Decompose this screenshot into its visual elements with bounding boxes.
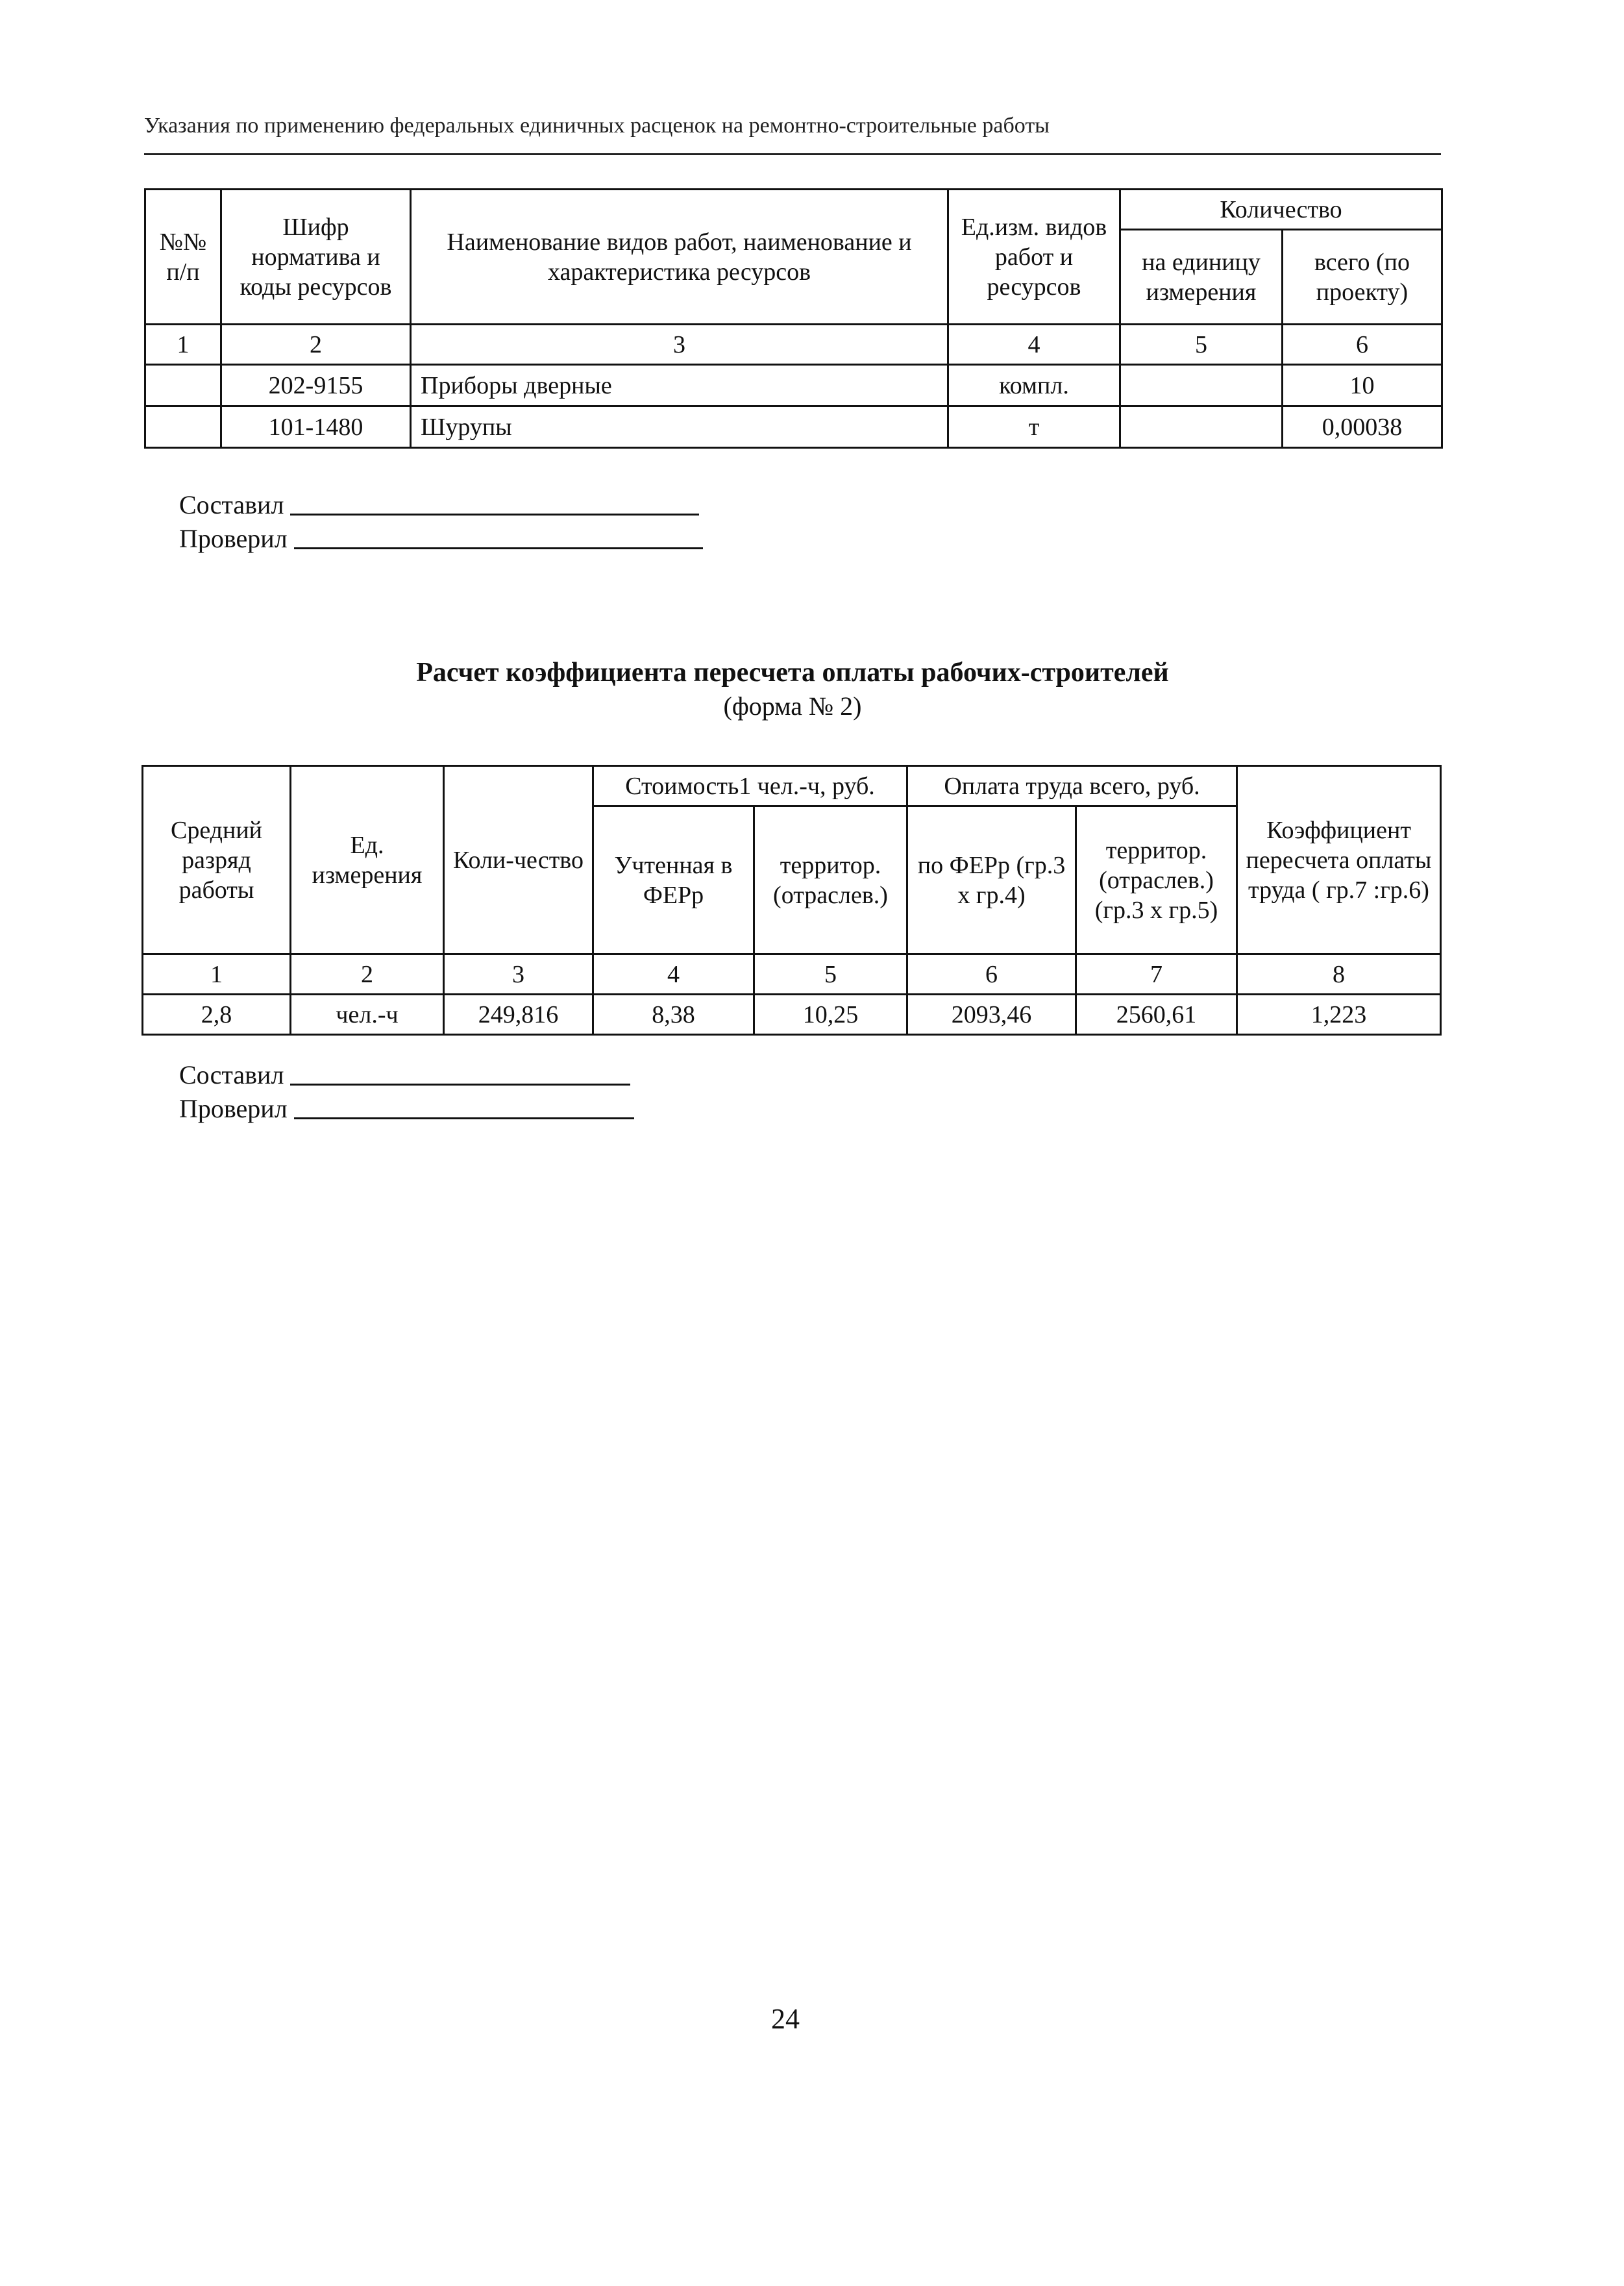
column-number: 5 xyxy=(754,954,907,995)
running-header: Указания по применению федеральных единичных расценок на ремонтно-строительные работы xyxy=(144,114,1050,138)
column-number: 7 xyxy=(1076,954,1237,995)
row-qty-unit xyxy=(1120,365,1283,406)
row-qty: 249,816 xyxy=(444,995,593,1035)
checked-signature-line xyxy=(294,547,703,549)
header-qty-total: всего (по проекту) xyxy=(1283,230,1442,325)
table-row xyxy=(143,995,1441,1035)
row-grade: 2,8 xyxy=(143,995,291,1035)
compiled-label: Составил xyxy=(179,1060,284,1089)
header-name: Наименование видов работ, наименование и характеристика ресурсов xyxy=(411,190,948,325)
column-number: 6 xyxy=(1283,325,1442,365)
column-number: 5 xyxy=(1120,325,1283,365)
signature-block-1 xyxy=(179,488,703,556)
column-number: 1 xyxy=(145,325,221,365)
row-pay-ferr: 2093,46 xyxy=(907,995,1076,1035)
header-qty-group: Количество xyxy=(1120,190,1442,230)
column-number: 2 xyxy=(291,954,444,995)
row-qty-unit xyxy=(1120,406,1283,448)
column-number: 3 xyxy=(444,954,593,995)
header-code: Шифр норматива и коды ресурсов xyxy=(221,190,411,325)
column-number: 1 xyxy=(143,954,291,995)
row-coef: 1,223 xyxy=(1237,995,1441,1035)
column-numbers-row xyxy=(143,954,1441,995)
row-num xyxy=(145,406,221,448)
column-numbers-row xyxy=(145,325,1442,365)
checked-label: Проверил xyxy=(179,1094,288,1123)
checked-signature-line xyxy=(294,1117,634,1119)
row-code: 101-1480 xyxy=(221,406,411,448)
resources-table xyxy=(144,188,1443,449)
row-num xyxy=(145,365,221,406)
header-unit: Ед. измерения xyxy=(291,766,444,954)
header-grade: Средний разряд работы xyxy=(143,766,291,954)
row-qty-total: 0,00038 xyxy=(1283,406,1442,448)
section-title: Расчет коэффициента пересчета оплаты рабочих-строителей xyxy=(416,658,1169,688)
header-qty: Коли-чество xyxy=(444,766,593,954)
row-name: Приборы дверные xyxy=(411,365,948,406)
column-number: 2 xyxy=(221,325,411,365)
pay-coefficient-table xyxy=(141,765,1442,1036)
compiled-label: Составил xyxy=(179,490,284,519)
column-number: 4 xyxy=(948,325,1120,365)
column-number: 4 xyxy=(593,954,754,995)
header-cost-group: Стоимость1 чел.-ч, руб. xyxy=(593,766,907,806)
header-coef: Коэффициент пересчета оплаты труда ( гр.7 :гр.6) xyxy=(1237,766,1441,954)
header-pay-ferr: по ФЕРр (гр.3 х гр.4) xyxy=(907,806,1076,954)
row-qty-total: 10 xyxy=(1283,365,1442,406)
header-rule xyxy=(144,153,1441,155)
header-num: №№ п/п xyxy=(145,190,221,325)
row-name: Шурупы xyxy=(411,406,948,448)
column-number: 3 xyxy=(411,325,948,365)
column-number: 8 xyxy=(1237,954,1441,995)
column-number: 6 xyxy=(907,954,1076,995)
row-pay-terr: 2560,61 xyxy=(1076,995,1237,1035)
signature-block-2 xyxy=(179,1058,634,1126)
compiled-signature-line xyxy=(290,514,699,516)
row-cost-terr: 10,25 xyxy=(754,995,907,1035)
table-row xyxy=(145,406,1442,448)
header-cost-ferr: Учтенная в ФЕРр xyxy=(593,806,754,954)
row-unit: компл. xyxy=(948,365,1120,406)
header-pay-terr: территор. (отраслев.) (гр.3 х гр.5) xyxy=(1076,806,1237,954)
row-unit: т xyxy=(948,406,1120,448)
header-qty-unit: на единицу измерения xyxy=(1120,230,1283,325)
header-pay-group: Оплата труда всего, руб. xyxy=(907,766,1237,806)
table-row xyxy=(145,365,1442,406)
header-unit: Ед.изм. видов работ и ресурсов xyxy=(948,190,1120,325)
page-number: 24 xyxy=(771,2003,800,2035)
compiled-signature-line xyxy=(290,1084,630,1086)
row-unit: чел.-ч xyxy=(291,995,444,1035)
section-subtitle: (форма № 2) xyxy=(723,691,862,721)
header-cost-terr: территор. (отраслев.) xyxy=(754,806,907,954)
row-code: 202-9155 xyxy=(221,365,411,406)
checked-label: Проверил xyxy=(179,524,288,553)
row-cost-ferr: 8,38 xyxy=(593,995,754,1035)
